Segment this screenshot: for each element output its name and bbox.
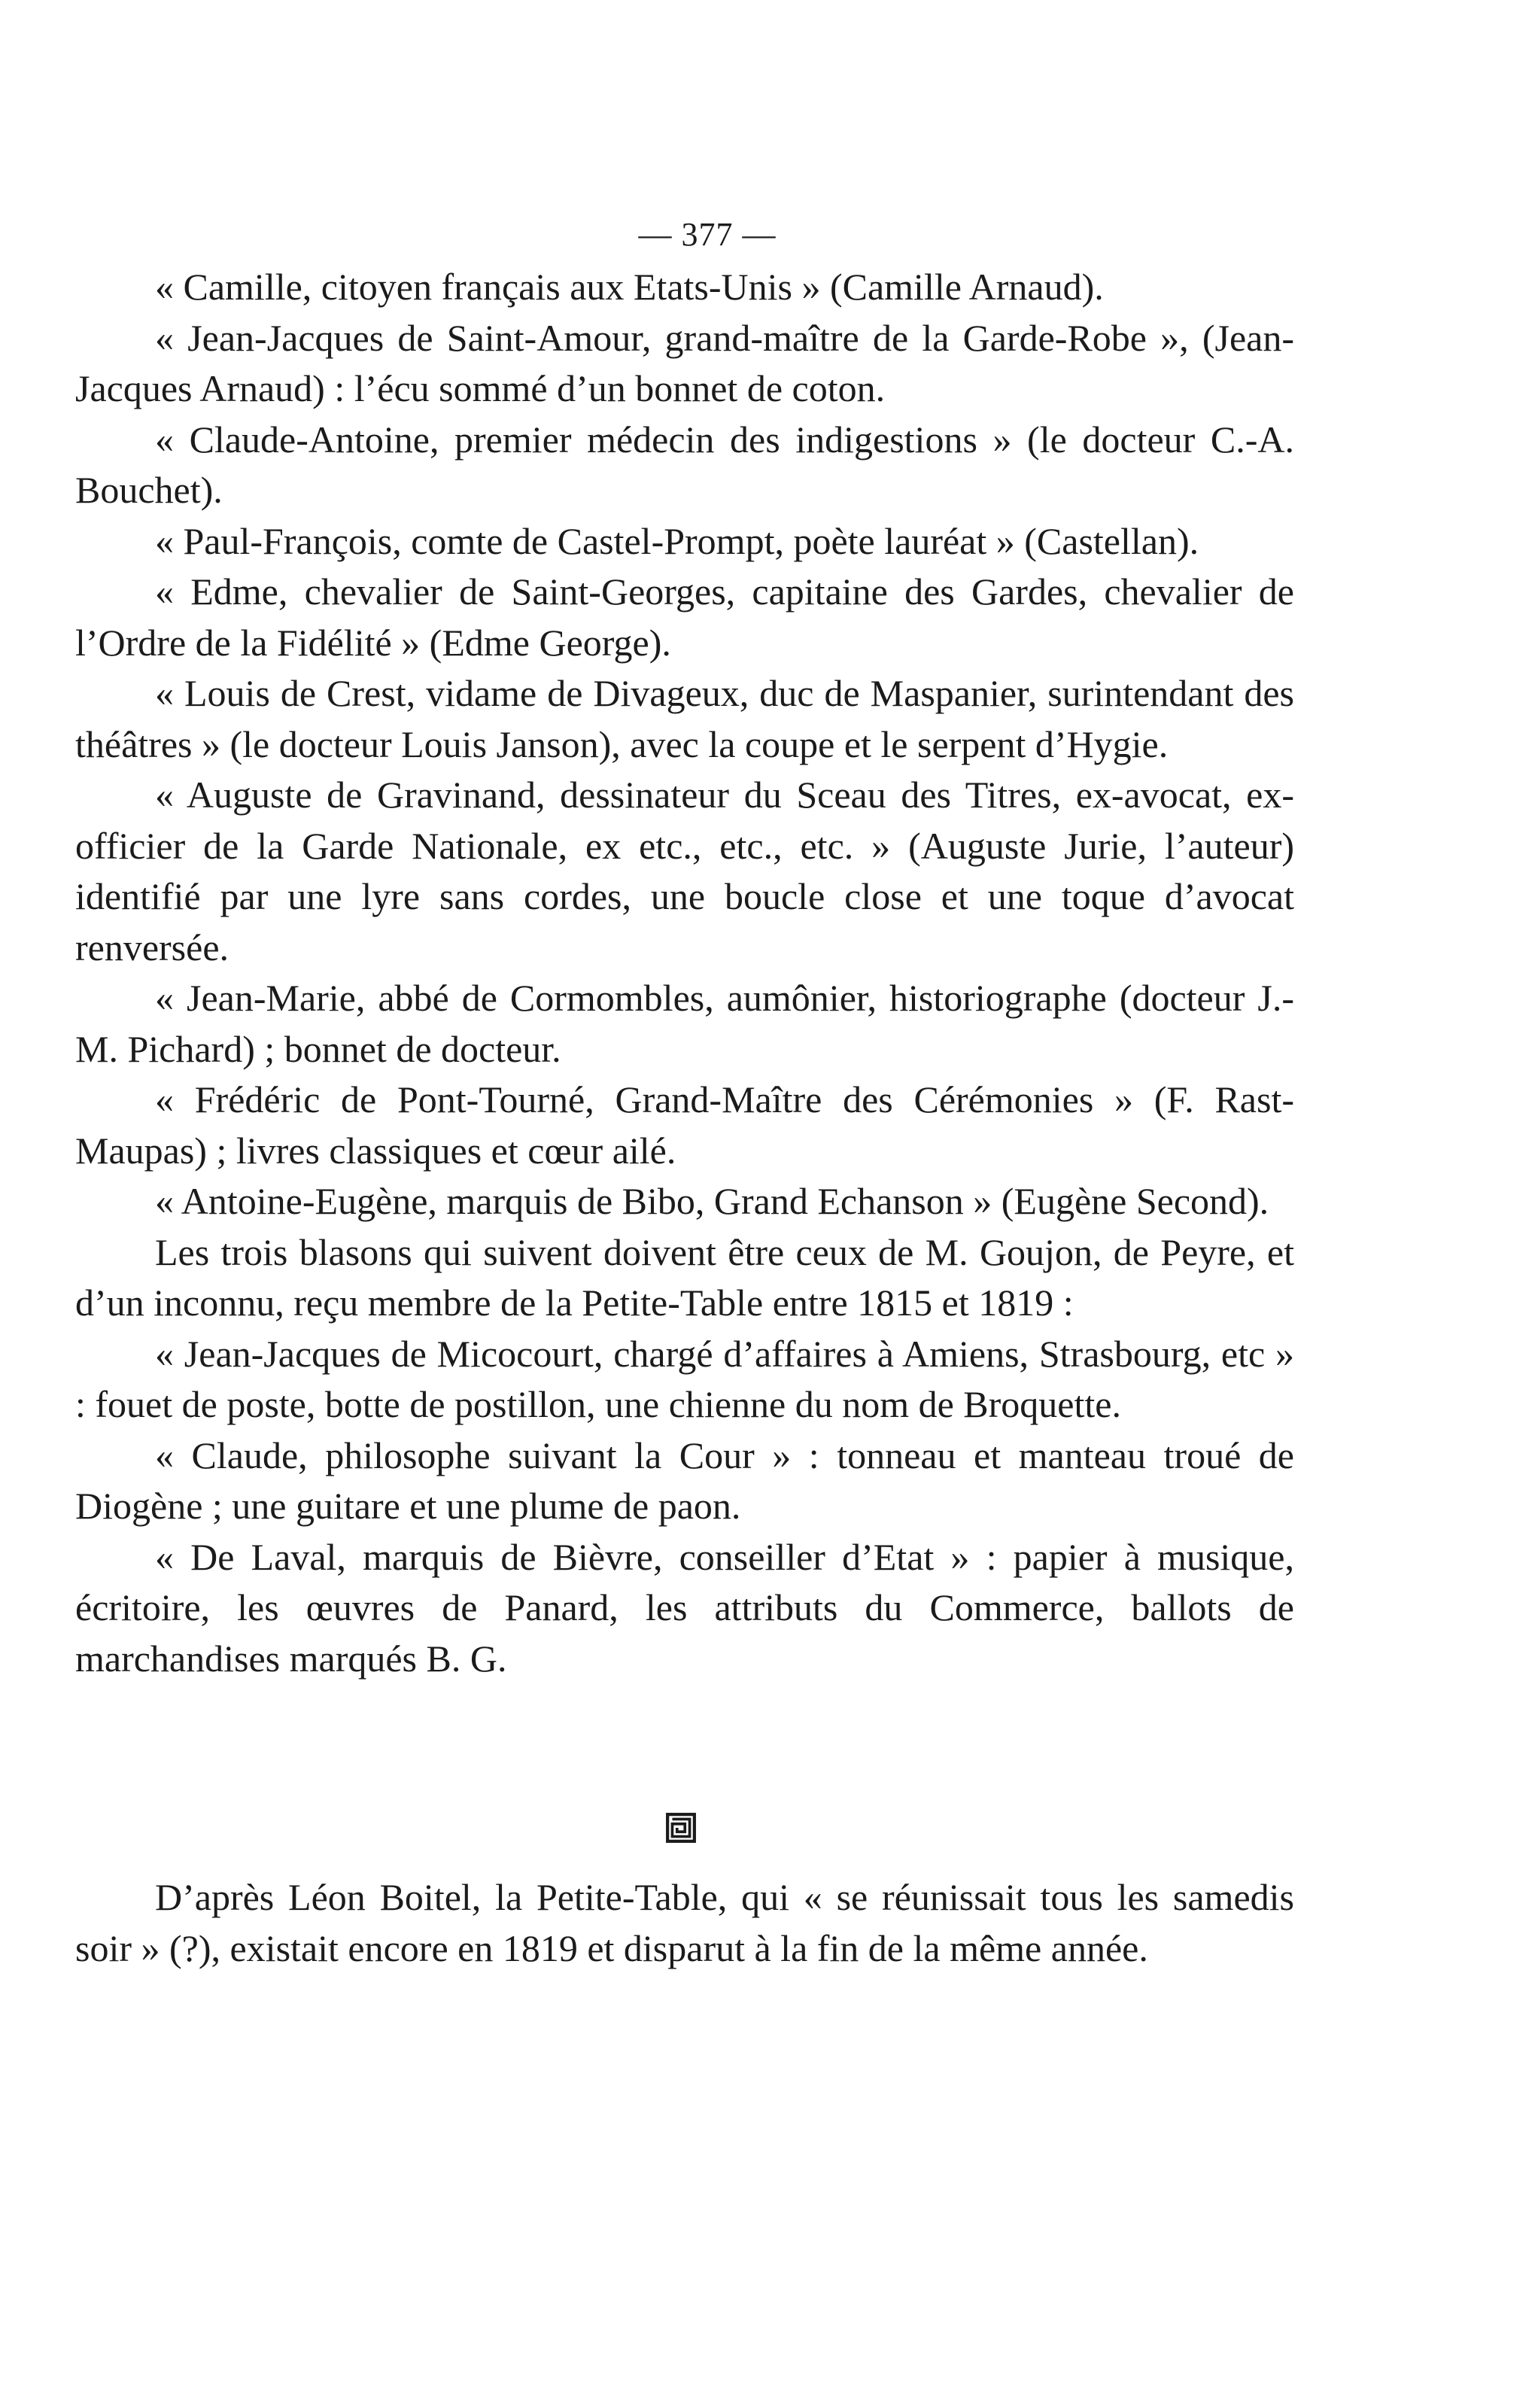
paragraph-claude-antoine: « Claude-Antoine, premier médecin des indigestions » (le docteur C.-A. Bouchet).: [75, 418, 1294, 511]
paragraph-paul-francois: « Paul-François, comte de Castel-Prompt, poète lauréat » (Castellan).: [155, 519, 1199, 562]
paragraph-trois-blasons: Les trois blasons qui suivent doivent être ceux de M. Goujon, de Peyre, et d’un inconnu, reçu membre de la Petite-Table entre 1815 et 1819 :: [75, 1230, 1294, 1324]
main-text: [75, 262, 1294, 1684]
paragraph-auguste: « Auguste de Gravinand, dessinateur du Sceau des Titres, ex-avocat, ex-officier de la Garde Nationale, ex etc., etc., etc. » (Auguste Jurie, l’auteur) identifié par une lyre sans cordes, une boucle close et une toque d’avocat renversée.: [75, 774, 1294, 968]
paragraph-edme: « Edme, chevalier de Saint-Georges, capitaine des Gardes, chevalier de l’Ordre de la Fidélité » (Edme George).: [75, 570, 1294, 664]
section-ornament-icon: [665, 1812, 697, 1844]
paragraph-de-laval: « De Laval, marquis de Bièvre, conseiller d’Etat » : papier à musique, écritoire, les œuvres de Panard, les attributs du Commerce, ballots de marchandises marqués B. G.: [75, 1535, 1294, 1680]
paragraph-louis-de-crest: « Louis de Crest, vidame de Divageux, duc de Maspanier, surintendant des théâtres » (le docteur Louis Janson), avec la coupe et le serpent d’Hygie.: [75, 672, 1294, 765]
paragraph-claude-philosophe: « Claude, philosophe suivant la Cour » : tonneau et manteau troué de Diogène ; une guitare et une plume de paon.: [75, 1434, 1294, 1527]
page-number: — 377 —: [638, 216, 777, 253]
paragraph-antoine-eugene: « Antoine-Eugène, marquis de Bibo, Grand Echanson » (Eugène Second).: [155, 1180, 1269, 1222]
paragraph-jean-jacques: « Jean-Jacques de Saint-Amour, grand-maître de la Garde-Robe », (Jean-Jacques Arnaud) : l’écu sommé d’un bonnet de coton.: [75, 316, 1294, 409]
paragraph-frederic: « Frédéric de Pont-Tourné, Grand-Maître des Cérémonies » (F. Rast-Maupas) ; livres classiques et cœur ailé.: [75, 1078, 1294, 1172]
paragraph-micocourt: « Jean-Jacques de Micocourt, chargé d’affaires à Amiens, Strasbourg, etc » : fouet de poste, botte de postillon, une chienne du nom de Broquette.: [75, 1332, 1294, 1425]
paragraph-jean-marie: « Jean-Marie, abbé de Cormombles, aumônier, historiographe (docteur J.-M. Pichard) ; bonnet de docteur.: [75, 977, 1294, 1070]
paragraph-camille: « Camille, citoyen français aux Etats-Unis » (Camille Arnaud).: [155, 266, 1104, 308]
closing-paragraph: D’après Léon Boitel, la Petite-Table, qui « se réunissait tous les samedis soir » (?), existait encore en 1819 et disparut à la fin de la même année.: [75, 1876, 1294, 1969]
